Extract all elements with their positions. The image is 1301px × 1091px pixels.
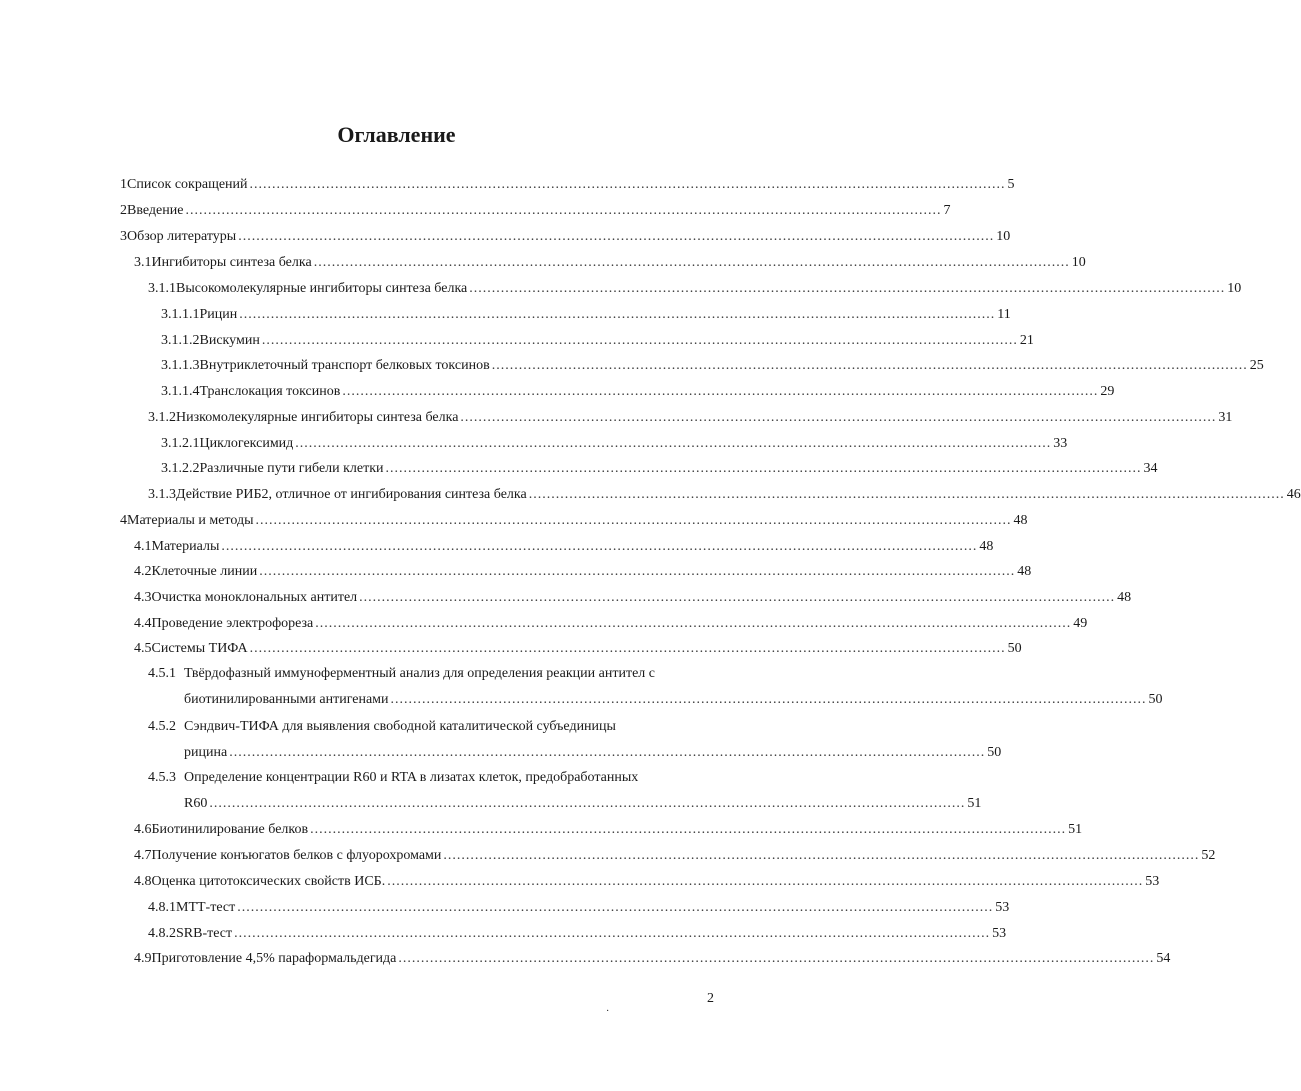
toc-label: Оценка цитотоксических свойств ИСБ. (151, 874, 386, 889)
toc-label: Материалы и методы (127, 513, 254, 528)
toc-page: 50 (1007, 641, 1022, 656)
toc-entry (134, 253, 1086, 273)
toc-entry (148, 924, 1007, 944)
toc-entry (161, 434, 1068, 454)
toc-page: 48 (1017, 564, 1032, 579)
toc-entry (120, 175, 1015, 195)
toc-entry-continuation (184, 690, 1163, 710)
toc-label: Системы ТИФА (151, 641, 248, 656)
toc-leader: ........................................................................................................................................................................ (315, 616, 1072, 631)
toc-leader: ........................................................................................................................................................................ (239, 307, 996, 322)
toc-page: 51 (967, 796, 982, 811)
toc-page: 53 (995, 900, 1010, 915)
toc-number: 3.1.2.2 (161, 461, 200, 476)
toc-label-line1: Твёрдофазный иммуноферментный анализ для определения реакции антител с (184, 666, 655, 681)
toc-label: SRB-тест (176, 926, 233, 941)
toc-label: Клеточные линии (151, 564, 258, 579)
toc-page: 34 (1143, 461, 1158, 476)
toc-label: Биотинилирование белков (151, 822, 309, 837)
toc-page: 33 (1053, 436, 1068, 451)
toc-entry (120, 201, 951, 221)
toc-entry (161, 356, 1264, 376)
toc-leader: ........................................................................................................................................................................ (234, 926, 991, 941)
toc-leader: ........................................................................................................................................................................ (221, 539, 978, 554)
toc-page: 54 (1156, 951, 1171, 966)
toc-number: 4.2 (134, 564, 152, 579)
toc-entry (120, 511, 1028, 531)
toc-number: 4.9 (134, 951, 152, 966)
toc-leader: ........................................................................................................................................................................ (390, 692, 1147, 707)
toc-leader: ........................................................................................................................................................................ (259, 564, 1016, 579)
toc-page: 48 (1117, 590, 1132, 605)
toc-page: 10 (996, 229, 1011, 244)
toc-leader: ........................................................................................................................................................................ (342, 384, 1099, 399)
toc-number: 4.7 (134, 848, 152, 863)
toc-page: 7 (943, 203, 951, 218)
toc-page: 10 (1071, 255, 1086, 270)
toc-label: Вискумин (199, 333, 260, 348)
toc-entry-continuation (184, 794, 982, 814)
toc-leader: ........................................................................................................................................................................ (310, 822, 1067, 837)
toc-number: 4.8.2 (148, 926, 176, 941)
toc-leader: ........................................................................................................................................................................ (460, 410, 1217, 425)
toc-page: 31 (1218, 410, 1233, 425)
toc-page: 53 (1145, 874, 1160, 889)
toc-page: 48 (1013, 513, 1028, 528)
toc-page: 48 (979, 539, 994, 554)
toc-page: 10 (1227, 281, 1242, 296)
toc-entry (148, 279, 1242, 299)
toc-number: 1 (120, 177, 127, 192)
toc-entry (148, 485, 1301, 505)
toc-entry (134, 820, 1083, 840)
toc-page: 46 (1286, 487, 1301, 502)
toc-label: Введение (127, 203, 184, 218)
toc-label: Внутриклеточный транспорт белковых токсинов (199, 358, 490, 373)
toc-number: 4.6 (134, 822, 152, 837)
toc-page: 29 (1100, 384, 1115, 399)
toc-entry (148, 898, 1010, 918)
toc-leader: ........................................................................................................................................................................ (249, 641, 1006, 656)
toc-entry (161, 331, 1034, 351)
toc-entry (161, 459, 1158, 479)
toc-label: Низкомолекулярные ингибиторы синтеза белка (176, 410, 459, 425)
toc-entry (161, 382, 1115, 402)
toc-leader: ........................................................................................................................................................................ (185, 203, 942, 218)
toc-entry (134, 614, 1088, 634)
scan-speck: · (606, 1006, 610, 1017)
toc-entry-multiline (148, 664, 655, 684)
toc-number: 3.1.1.3 (161, 358, 200, 373)
toc-label: Приготовление 4,5% параформальдегида (151, 951, 397, 966)
toc-label: Циклогексимид (199, 436, 294, 451)
toc-number: 3.1 (134, 255, 152, 270)
toc-entry (134, 872, 1160, 892)
toc-label: биотинилированными антигенами (184, 692, 389, 707)
toc-label: Обзор литературы (127, 229, 237, 244)
toc-leader: ........................................................................................................................................................................ (209, 796, 966, 811)
toc-page: 11 (997, 307, 1011, 322)
toc-entry (120, 227, 1011, 247)
toc-entry-multiline (148, 768, 638, 788)
toc-leader: ........................................................................................................................................................................ (237, 900, 994, 915)
toc-number: 3.1.1 (148, 281, 176, 296)
toc-leader: ........................................................................................................................................................................ (313, 255, 1070, 270)
toc-entry-continuation (184, 743, 1002, 763)
toc-leader: ........................................................................................................................................................................ (255, 513, 1012, 528)
toc-label: рицина (184, 745, 228, 760)
toc-number: 4.5 (134, 641, 152, 656)
toc-page: 5 (1007, 177, 1015, 192)
toc-leader: ........................................................................................................................................................................ (238, 229, 995, 244)
toc-page: 21 (1019, 333, 1034, 348)
page-title: Оглавление (337, 122, 456, 147)
toc-page: 50 (987, 745, 1002, 760)
toc-label: Получение конъюгатов белков с флуорохромами (151, 848, 442, 863)
toc-number: 4.4 (134, 616, 152, 631)
toc-entry (134, 588, 1132, 608)
toc-number: 3.1.2.1 (161, 436, 200, 451)
toc-label: МТТ-тест (176, 900, 236, 915)
toc-leader: ........................................................................................................................................................................ (229, 745, 986, 760)
toc-entry (134, 562, 1032, 582)
toc-number: 4.3 (134, 590, 152, 605)
toc-number: 4.5.1 (148, 666, 176, 681)
toc-leader: ........................................................................................................................................................................ (528, 487, 1285, 502)
toc-leader: ........................................................................................................................................................................ (385, 461, 1142, 476)
toc-label: Рицин (199, 307, 238, 322)
toc-number: 3.1.1.4 (161, 384, 200, 399)
toc-leader: ........................................................................................................................................................................ (469, 281, 1226, 296)
toc-label-line1: Сэндвич-ТИФА для выявления свободной каталитической субъединицы (184, 719, 616, 734)
toc-entry (148, 408, 1233, 428)
toc-page: 25 (1249, 358, 1264, 373)
toc-leader: ........................................................................................................................................................................ (359, 590, 1116, 605)
toc-label: Высокомолекулярные ингибиторы синтеза белка (176, 281, 468, 296)
toc-label: R60 (184, 796, 208, 811)
toc-number: 4.5.3 (148, 770, 176, 785)
toc-leader: ........................................................................................................................................................................ (261, 333, 1018, 348)
toc-label: Различные пути гибели клетки (199, 461, 384, 476)
toc-page: 51 (1068, 822, 1083, 837)
toc-number: 4.8 (134, 874, 152, 889)
toc-number: 4.8.1 (148, 900, 176, 915)
toc-number: 3.1.1.2 (161, 333, 200, 348)
toc-entry (161, 305, 1011, 325)
toc-leader: ........................................................................................................................................................................ (491, 358, 1248, 373)
toc-page: 50 (1148, 692, 1163, 707)
toc-leader: ........................................................................................................................................................................ (249, 177, 1006, 192)
toc-label: Действие РИБ2, отличное от ингибирования синтеза белка (176, 487, 527, 502)
toc-entry (134, 639, 1022, 659)
toc-leader: ........................................................................................................................................................................ (387, 874, 1144, 889)
toc-label: Материалы (151, 539, 220, 554)
toc-number: 4.1 (134, 539, 152, 554)
toc-entry (134, 949, 1171, 969)
toc-number: 4.5.2 (148, 719, 176, 734)
toc-entry-multiline (148, 717, 616, 737)
toc-label-line1: Определение концентрации R60 и RTA в лизатах клеток, предобработанных (184, 770, 639, 785)
toc-page: 52 (1201, 848, 1216, 863)
toc-number: 2 (120, 203, 127, 218)
toc-number: 3.1.3 (148, 487, 176, 502)
toc-page: 53 (992, 926, 1007, 941)
toc-label: Транслокация токсинов (199, 384, 341, 399)
toc-number: 3.1.1.1 (161, 307, 200, 322)
toc-label: Ингибиторы синтеза белка (151, 255, 312, 270)
toc-label: Проведение электрофореза (151, 616, 314, 631)
page-number: 2 (707, 991, 714, 1006)
toc-label: Очистка моноклональных антител (151, 590, 358, 605)
toc-page: 49 (1073, 616, 1088, 631)
toc-leader: ........................................................................................................................................................................ (443, 848, 1200, 863)
toc-number: 3.1.2 (148, 410, 176, 425)
toc-label: Список сокращений (127, 177, 248, 192)
toc-entry (134, 537, 994, 557)
toc-entry (134, 846, 1216, 866)
toc-number: 3 (120, 229, 127, 244)
toc-leader: ........................................................................................................................................................................ (398, 951, 1155, 966)
toc-leader: ........................................................................................................................................................................ (295, 436, 1052, 451)
toc-number: 4 (120, 513, 127, 528)
